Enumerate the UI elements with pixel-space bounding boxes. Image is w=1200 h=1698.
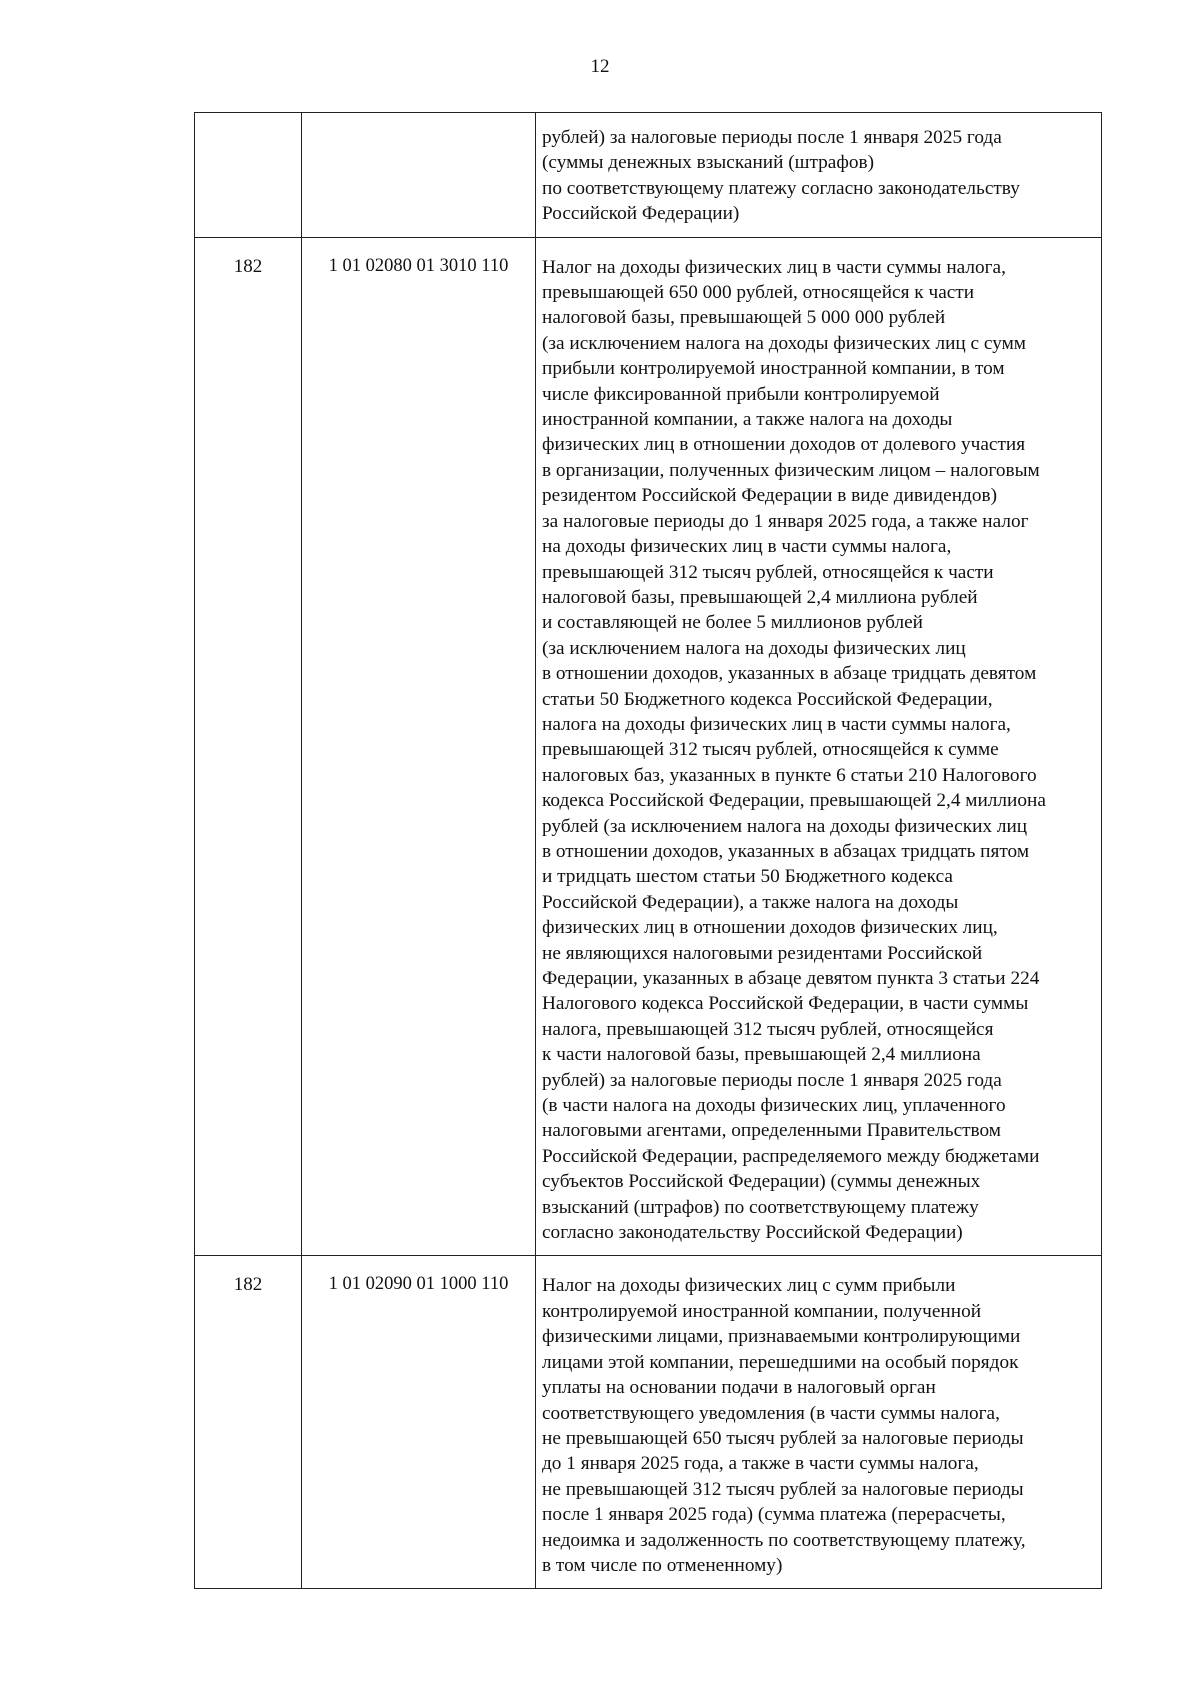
description-line: превышающей 312 тысяч рублей, относящейся к части bbox=[542, 561, 994, 583]
description-line: в отношении доходов, указанных в абзаце тридцать девятом bbox=[542, 663, 1037, 685]
budget-code-cell: 1 01 02080 01 3010 110 bbox=[302, 237, 536, 1256]
description-line: соответствующего уведомления (в части суммы налога, bbox=[542, 1402, 1000, 1424]
description-line: (суммы денежных взысканий (штрафов) bbox=[542, 152, 875, 174]
description-line: после 1 января 2025 года) (сумма платежа (перерасчеты, bbox=[542, 1504, 1006, 1526]
description-line: налоговой базы, превышающей 2,4 миллиона рублей bbox=[542, 586, 978, 608]
description-line: Российской Федерации), а также налога на доходы bbox=[542, 891, 959, 913]
administrator-code-cell bbox=[195, 113, 302, 238]
description-line: к части налоговой базы, превышающей 2,4 миллиона bbox=[542, 1044, 981, 1066]
description-line: числе фиксированной прибыли контролируемой bbox=[542, 383, 940, 405]
description-line: резидентом Российской Федерации в виде дивидендов) bbox=[542, 485, 997, 507]
description-line: и составляющей не более 5 миллионов рублей bbox=[542, 612, 924, 634]
description-line: превышающей 312 тысяч рублей, относящейся к сумме bbox=[542, 739, 999, 761]
description-line: превышающей 650 000 рублей, относящейся к части bbox=[542, 282, 975, 304]
description-line: согласно законодательству Российской Федерации) bbox=[542, 1222, 963, 1244]
description-line: физическими лицами, признаваемыми контролирующими bbox=[542, 1326, 1021, 1348]
description-line: налоговых баз, указанных в пункте 6 статьи 210 Налогового bbox=[542, 764, 1037, 786]
budget-code-cell: 1 01 02090 01 1000 110 bbox=[302, 1256, 536, 1589]
description-line: Российской Федерации) bbox=[542, 203, 740, 225]
description-line: уплаты на основании подачи в налоговый орган bbox=[542, 1377, 936, 1399]
administrator-code-cell: 182 bbox=[195, 237, 302, 1256]
description-line: не являющихся налоговыми резидентами Российской bbox=[542, 942, 983, 964]
description-line: взысканий (штрафов) по соответствующему платежу bbox=[542, 1196, 979, 1218]
description-line: Федерации, указанных в абзаце девятом пункта 3 статьи 224 bbox=[542, 968, 1040, 989]
budget-code-cell bbox=[302, 113, 536, 238]
description-line: статьи 50 Бюджетного кодекса Российской Федерации, bbox=[542, 688, 993, 710]
description-line: иностранной компании, а также налога на доходы bbox=[542, 409, 953, 431]
description-line: на доходы физических лиц в части суммы налога, bbox=[542, 536, 952, 558]
income-description-cell bbox=[536, 1256, 1102, 1589]
description-line: за налоговые периоды до 1 января 2025 года, а также налог bbox=[542, 510, 1029, 532]
income-description-cell bbox=[536, 113, 1102, 238]
table-row bbox=[195, 237, 1102, 1256]
description-line: рублей) за налоговые периоды после 1 января 2025 года bbox=[542, 1069, 1002, 1091]
description-line: налоговой базы, превышающей 5 000 000 рублей bbox=[542, 307, 946, 329]
description-line: и тридцать шестом статьи 50 Бюджетного кодекса bbox=[542, 866, 953, 888]
description-line: по соответствующему платежу согласно законодательству bbox=[542, 177, 1020, 199]
description-line: лицами этой компании, перешедшими на особый порядок bbox=[542, 1351, 1019, 1373]
description-line: в том числе по отмененному) bbox=[542, 1554, 783, 1576]
description-line: Российской Федерации, распределяемого между бюджетами bbox=[542, 1145, 1040, 1167]
table-row bbox=[195, 1256, 1102, 1589]
page-number: 12 bbox=[590, 56, 610, 77]
description-line: (за исключением налога на доходы физических лиц с сумм bbox=[542, 332, 1026, 354]
description-line: не превышающей 312 тысяч рублей за налоговые периоды bbox=[542, 1478, 1024, 1500]
administrator-code-cell: 182 bbox=[195, 1256, 302, 1589]
description-line: (за исключением налога на доходы физических лиц bbox=[542, 637, 966, 659]
description-line: контролируемой иностранной компании, полученной bbox=[542, 1300, 982, 1322]
description-line: в организации, полученных физическим лицом – налоговым bbox=[542, 459, 1040, 481]
description-line: в отношении доходов, указанных в абзацах тридцать пятом bbox=[542, 840, 1030, 862]
description-line: физических лиц в отношении доходов от долевого участия bbox=[542, 434, 1026, 456]
description-line: недоимка и задолженность по соответствующему платежу, bbox=[542, 1529, 1026, 1551]
budget-classification-table bbox=[194, 112, 1102, 1589]
description-line: рублей) за налоговые периоды после 1 января 2025 года bbox=[542, 127, 1002, 148]
description-line: (в части налога на доходы физических лиц, уплаченного bbox=[542, 1095, 1006, 1117]
description-line: физических лиц в отношении доходов физических лиц, bbox=[542, 917, 998, 939]
description-line: налоговыми агентами, определенными Правительством bbox=[542, 1120, 1002, 1142]
description-line: Налог на доходы физических лиц в части суммы налога, bbox=[542, 256, 1006, 278]
description-line: кодекса Российской Федерации, превышающей 2,4 миллиона bbox=[542, 790, 1046, 812]
table-row bbox=[195, 113, 1102, 238]
description-line: до 1 января 2025 года, а также в части суммы налога, bbox=[542, 1453, 979, 1475]
description-line: рублей (за исключением налога на доходы физических лиц bbox=[542, 815, 1028, 837]
income-description-cell bbox=[536, 237, 1102, 1256]
description-line: налога, превышающей 312 тысяч рублей, относящейся bbox=[542, 1018, 994, 1040]
description-line: Налог на доходы физических лиц с сумм прибыли bbox=[542, 1275, 956, 1297]
description-line: Налогового кодекса Российской Федерации, в части суммы bbox=[542, 993, 1029, 1015]
description-line: налога на доходы физических лиц в части суммы налога, bbox=[542, 713, 1011, 735]
description-line: прибыли контролируемой иностранной компании, в том bbox=[542, 358, 1005, 380]
description-line: субъектов Российской Федерации) (суммы денежных bbox=[542, 1171, 981, 1193]
description-line: не превышающей 650 тысяч рублей за налоговые периоды bbox=[542, 1427, 1024, 1449]
